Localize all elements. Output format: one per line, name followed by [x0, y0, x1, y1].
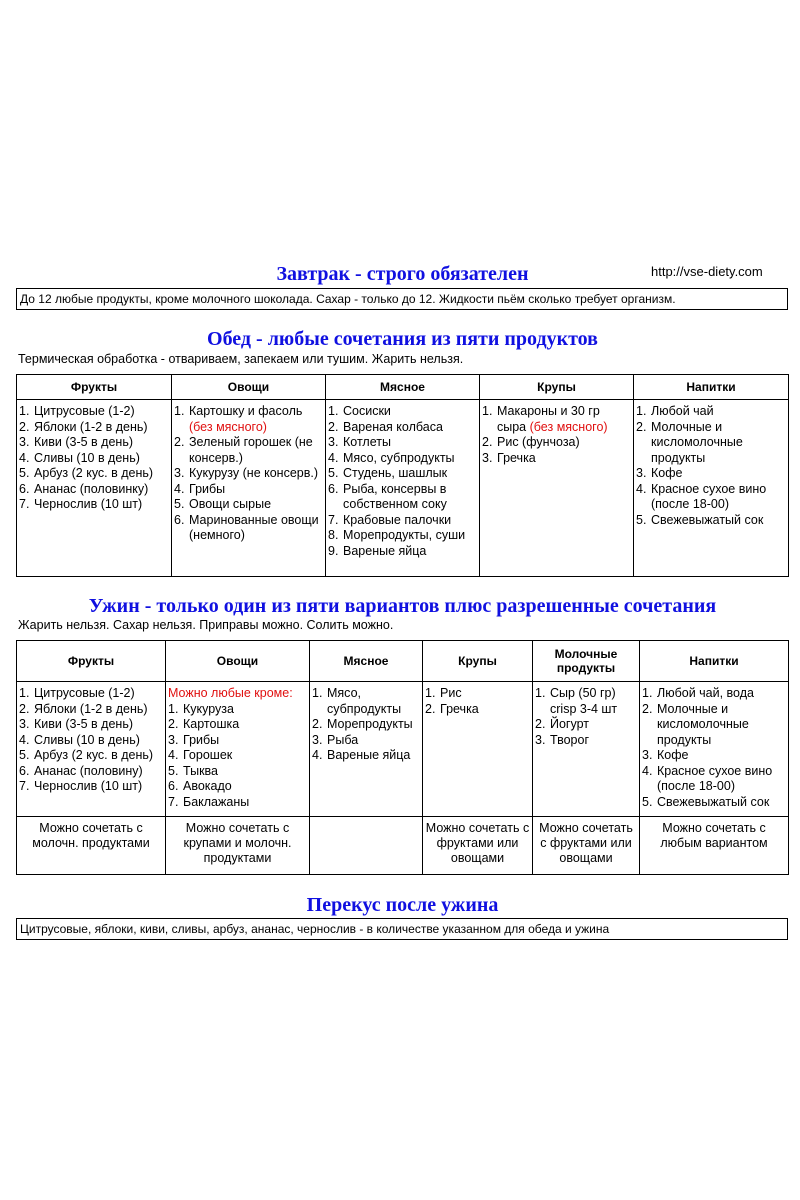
list-item: 3. Киви (3-5 в день)	[19, 717, 133, 731]
list-item: 5. Свежевыжатый сок	[636, 512, 764, 527]
list-item: 5. Овощи сырые	[174, 497, 272, 511]
list-item: 4. Сливы (10 в день)	[19, 732, 140, 747]
list-item: 4. Горошек	[168, 748, 233, 762]
dinner-note-dairy: Можно сочетать с фруктами или овощами	[533, 817, 640, 875]
list-item: 3. Кофе	[636, 466, 683, 480]
list-item: 2. Яблоки (1-2 в день)	[19, 419, 148, 434]
snack-title: Перекус после ужина	[306, 894, 499, 916]
list-item: 5. Студень, шашлык	[328, 466, 448, 480]
breakfast-text: До 12 любые продукты, кроме молочного шоколада. Сахар - только до 12. Жидкости пьём сколько требует организм.	[16, 288, 788, 310]
breakfast-title: Завтрак - строго обязателен	[276, 263, 529, 285]
dinner-header-meat: Мясное	[310, 641, 423, 682]
list-item: 4. Мясо, субпродукты	[328, 450, 455, 465]
dinner-header-drinks: Напитки	[640, 641, 789, 682]
lunch-subtitle: Термическая обработка - отвариваем, запекаем или тушим. Жарить нельзя.	[18, 352, 464, 366]
lunch-header-vegetables: Овощи	[172, 375, 326, 400]
dinner-header-grains: Крупы	[423, 641, 533, 682]
lunch-table	[16, 374, 789, 577]
list-item: 3. Грибы	[168, 732, 220, 747]
list-item: 2. Молочные и кисломолочные продукты	[642, 701, 749, 747]
dinner-note-grains: Можно сочетать с фруктами или овощами	[423, 817, 533, 875]
list-item: 3. Гречка	[482, 450, 536, 465]
list-item: 1. Цитрусовые (1-2)	[19, 686, 135, 700]
dinner-table	[16, 640, 789, 875]
list-item: 2. Картошка	[168, 717, 240, 731]
lunch-cell	[326, 400, 480, 577]
lunch-cell	[17, 400, 172, 577]
list-item: 4. Сливы (10 в день)	[19, 450, 140, 465]
list-item: 2. Молочные и кисломолочные продукты	[636, 419, 743, 465]
snack-text: Цитрусовые, яблоки, киви, сливы, арбуз, ананас, чернослив - в количестве указанном для обеда и ужина	[16, 918, 788, 940]
dinner-header-vegetables: Овощи	[166, 641, 310, 682]
dinner-cell	[166, 682, 310, 817]
dinner-header-dairy: Молочные продукты	[533, 641, 640, 682]
dinner-subtitle: Жарить нельзя. Сахар нельзя. Приправы можно. Солить можно.	[18, 618, 394, 632]
vegetables-lead: Можно любые кроме:	[168, 686, 293, 700]
dinner-cell	[310, 682, 423, 817]
dinner-note-fruits: Можно сочетать с молочн. продуктами	[17, 817, 166, 875]
dinner-cell	[533, 682, 640, 817]
lunch-header-grains: Крупы	[480, 375, 634, 400]
list-item: 1. Рис	[425, 686, 462, 700]
site-url[interactable]: http://vse-diety.com	[651, 264, 763, 279]
list-item: 1. Сосиски	[328, 404, 391, 418]
dinner-note-vegetables: Можно сочетать с крупами и молочн. продуктами	[166, 817, 310, 875]
list-item: 7. Чернослив (10 шт)	[19, 497, 143, 511]
list-item: 5. Тыква	[168, 763, 218, 778]
list-item: 2. Яблоки (1-2 в день)	[19, 701, 148, 716]
dinner-header-fruits: Фрукты	[17, 641, 166, 682]
lunch-title: Обед - любые сочетания из пяти продуктов	[207, 328, 598, 350]
list-item: 2. Рис (фунчоза)	[482, 435, 580, 449]
lunch-cell	[172, 400, 326, 577]
list-item: 3. Котлеты	[328, 435, 391, 449]
list-item: 7. Баклажаны	[168, 794, 250, 809]
dinner-cell	[17, 682, 166, 817]
list-item: 5. Арбуз (2 кус. в день)	[19, 466, 154, 480]
list-item: 5. Арбуз (2 кус. в день)	[19, 748, 154, 762]
lunch-header-fruits: Фрукты	[17, 375, 172, 400]
lunch-cell	[480, 400, 634, 577]
dinner-cell	[423, 682, 533, 817]
list-item: 6. Ананас (половинку)	[19, 481, 149, 496]
lunch-header-meat: Мясное	[326, 375, 480, 400]
list-item: 9. Вареные яйца	[328, 543, 427, 558]
list-item: 7. Крабовые палочки	[328, 512, 452, 527]
list-item: 1. Цитрусовые (1-2)	[19, 404, 135, 418]
list-item: 1. Картошку и фасоль (без мясного)	[174, 404, 303, 434]
list-item: 1. Любой чай, вода	[642, 686, 754, 700]
dinner-title: Ужин - только один из пяти вариантов плюс разрешенные сочетания	[88, 595, 717, 617]
list-item: 4. Грибы	[174, 481, 226, 496]
list-item: 2. Вареная колбаса	[328, 419, 443, 434]
list-item: 8. Морепродукты, суши	[328, 528, 466, 542]
list-item: 3. Кофе	[642, 748, 689, 762]
list-item: 1. Макароны и 30 гр сыра (без мясного)	[482, 404, 608, 434]
list-item: 6. Рыба, консервы в собственном соку	[328, 481, 447, 511]
list-item: 4. Красное сухое вино (после 18-00)	[642, 763, 773, 793]
list-item: 1. Сыр (50 гр) crisp 3-4 шт	[535, 686, 618, 716]
list-item: 7. Чернослив (10 шт)	[19, 779, 143, 793]
list-item: 2. Гречка	[425, 701, 479, 716]
list-item: 3. Киви (3-5 в день)	[19, 435, 133, 449]
list-item: 6. Маринованные овощи (немного)	[174, 512, 319, 542]
list-item: 2. Зеленый горошек (не консерв.)	[174, 435, 313, 465]
dinner-cell	[640, 682, 789, 817]
list-item: 2. Йогурт	[535, 717, 590, 731]
list-item: 6. Ананас (половину)	[19, 763, 143, 778]
list-item: 1. Кукуруза	[168, 701, 234, 716]
dinner-note-meat	[310, 817, 423, 875]
list-item: 3. Кукурузу (не консерв.)	[174, 466, 319, 480]
list-item: 6. Авокадо	[168, 779, 232, 793]
list-item: 5. Свежевыжатый сок	[642, 794, 770, 809]
lunch-cell	[634, 400, 789, 577]
dinner-note-drinks: Можно сочетать с любым вариантом	[640, 817, 789, 875]
lunch-header-drinks: Напитки	[634, 375, 789, 400]
list-item: 3. Творог	[535, 732, 590, 747]
list-item: 3. Рыба	[312, 732, 359, 747]
list-item: 4. Вареные яйца	[312, 748, 411, 762]
list-item: 2. Морепродукты	[312, 717, 413, 731]
list-item: 4. Красное сухое вино (после 18-00)	[636, 481, 767, 511]
list-item: 1. Любой чай	[636, 404, 714, 418]
list-item: 1. Мясо, субпродукты	[312, 686, 402, 716]
